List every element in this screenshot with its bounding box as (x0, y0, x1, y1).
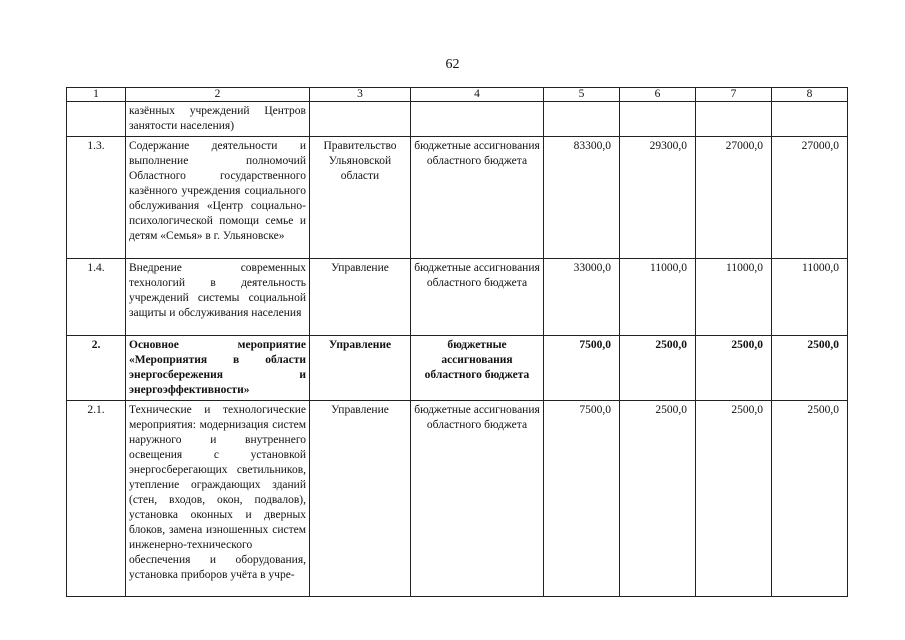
row-source: бюджетные ассигнования областного бюджета (411, 336, 544, 401)
row-number: 2. (67, 336, 126, 401)
header-cell: 4 (411, 88, 544, 102)
row-value-total: 33000,0 (544, 259, 620, 336)
row-value-year3: 11000,0 (772, 259, 848, 336)
row-source: бюджетные ассигнования областного бюджета (411, 137, 544, 259)
row-responsible: Управление (310, 259, 411, 336)
header-cell: 6 (620, 88, 696, 102)
row-description: Внедрение современных технологий в деятельность учреждений системы социальной защиты и обслуживания населения (126, 259, 310, 336)
table-row (67, 259, 848, 336)
row-value-year1: 11000,0 (620, 259, 696, 336)
row-responsible (310, 102, 411, 137)
row-responsible: Управление (310, 336, 411, 401)
header-cell: 3 (310, 88, 411, 102)
header-cell: 2 (126, 88, 310, 102)
row-description: Содержание деятельности и выполнение полномочий Областного государственного казённого учреждения социального обслуживания «Центр социально-психологической помощи семье и детям «Семья» в г. Ульяновске» (126, 137, 310, 259)
table-header-row (67, 88, 848, 102)
header-cell: 7 (696, 88, 772, 102)
row-value-year3: 2500,0 (772, 401, 848, 597)
row-source: бюджетные ассигнования областного бюджета (411, 259, 544, 336)
row-value-year2: 11000,0 (696, 259, 772, 336)
table-row (67, 102, 848, 137)
row-source: бюджетные ассигнования областного бюджета (411, 401, 544, 597)
row-value-year2: 2500,0 (696, 401, 772, 597)
budget-table (66, 87, 848, 597)
row-number: 1.3. (67, 137, 126, 259)
row-value (620, 102, 696, 137)
row-number: 2.1. (67, 401, 126, 597)
row-responsible: Правительство Ульяновской области (310, 137, 411, 259)
row-value (544, 102, 620, 137)
header-cell: 5 (544, 88, 620, 102)
row-value-year3: 2500,0 (772, 336, 848, 401)
table-row (67, 401, 848, 597)
row-description: Технические и технологические мероприятия: модернизация систем наружного и внутреннего освещения с установкой энергосберегающих светильников, утепление ограждающих зданий (стен, входов, окон, подвалов), установка оконных и дверных блоков, замена изношенных систем инженерно-технического обеспечения и оборудования, установка приборов учёта в учре- (126, 401, 310, 597)
header-cell: 8 (772, 88, 848, 102)
row-number: 1.4. (67, 259, 126, 336)
row-value (772, 102, 848, 137)
row-description: Основное мероприятие «Мероприятия в области энергосбережения и энергоэффективности» (126, 336, 310, 401)
row-description: казённых учреждений Центров занятости населения) (126, 102, 310, 137)
row-value (696, 102, 772, 137)
row-value-year1: 29300,0 (620, 137, 696, 259)
page-number: 62 (445, 57, 460, 72)
row-source (411, 102, 544, 137)
row-value-year2: 2500,0 (696, 336, 772, 401)
table-row (67, 137, 848, 259)
table-row (67, 336, 848, 401)
row-value-year2: 27000,0 (696, 137, 772, 259)
row-value-total: 83300,0 (544, 137, 620, 259)
row-value-total: 7500,0 (544, 336, 620, 401)
row-number (67, 102, 126, 137)
row-value-year1: 2500,0 (620, 336, 696, 401)
row-value-year1: 2500,0 (620, 401, 696, 597)
header-cell: 1 (67, 88, 126, 102)
row-value-total: 7500,0 (544, 401, 620, 597)
row-value-year3: 27000,0 (772, 137, 848, 259)
row-responsible: Управление (310, 401, 411, 597)
